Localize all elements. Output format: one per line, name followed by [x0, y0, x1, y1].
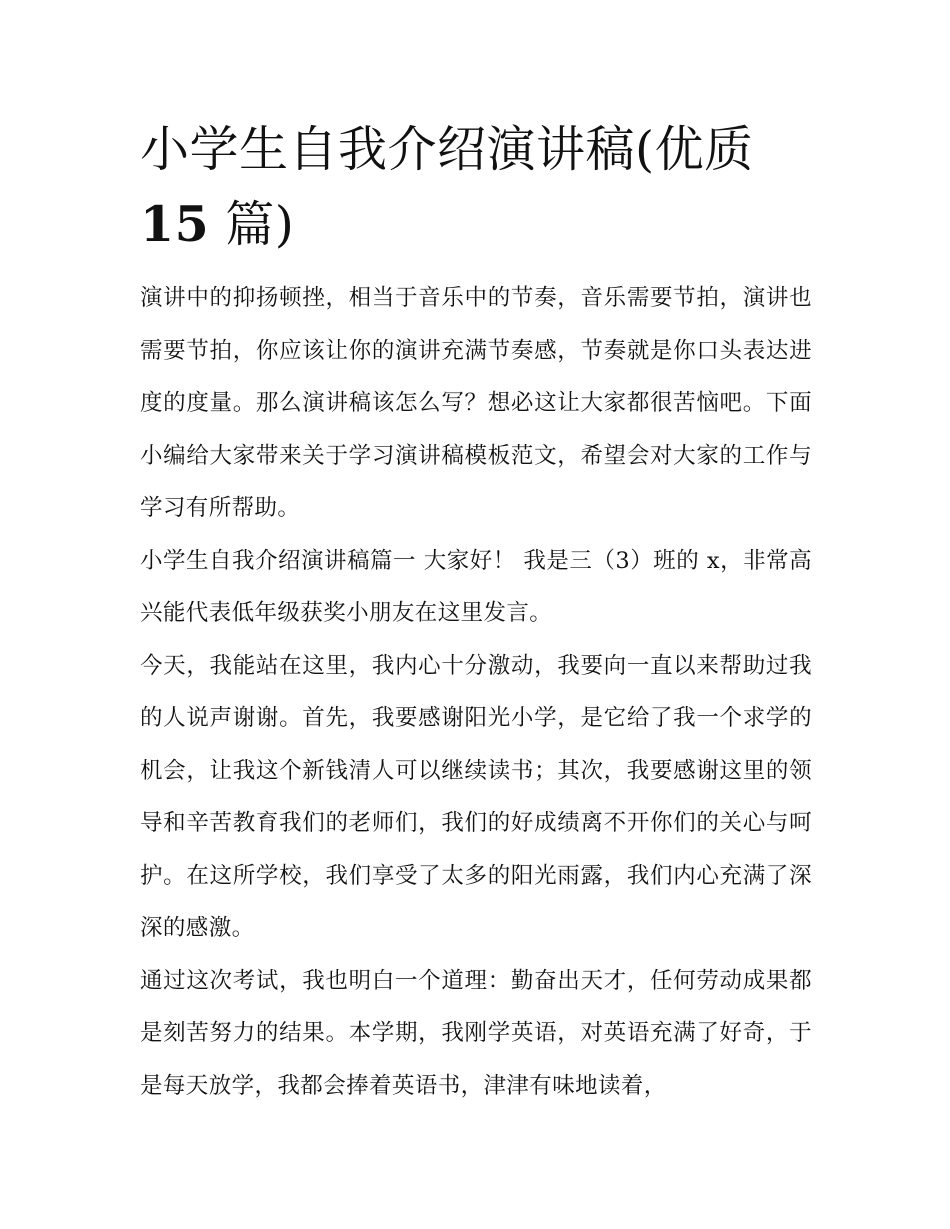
- title-line-1: 小学生自我介绍演讲稿(优质: [140, 121, 754, 178]
- title-line-2: [140, 187, 812, 262]
- title-suffix: 篇): [209, 196, 295, 253]
- document-title: [140, 112, 812, 262]
- title-number: 15: [140, 195, 210, 253]
- paragraph-thanks: 今天，我能站在这里，我内心十分激动，我要向一直以来帮助过我的人说声谢谢。首先，我要感谢阳光小学，是它给了我一个求学的机会，让我这个新钱清人可以继续读书；其次，我要感谢这里的领导和辛苦教育我们的老师们，我们的好成绩离不开你们的关心与呵护。在这所学校，我们享受了太多的阳光雨露，我们内心充满了深深的感激。: [140, 652, 812, 941]
- document-content: [140, 112, 812, 1112]
- document-body: [140, 272, 812, 1112]
- paragraph-exam: 通过这次考试，我也明白一个道理：勤奋出天才，任何劳动成果都是刻苦努力的结果。本学期，我刚学英语，对英语充满了好奇，于是每天放学，我都会捧着英语书，津津有味地读着，: [140, 967, 812, 1099]
- paragraph-intro: 演讲中的抑扬顿挫，相当于音乐中的节奏，音乐需要节拍，演讲也需要节拍，你应该让你的演讲充满节奏感，节奏就是你口头表达进度的度量。那么演讲稿该怎么写？想必这让大家都很苦恼吧。下面小编给大家带来关于学习演讲稿模板范文，希望会对大家的工作与学习有所帮助。: [140, 285, 812, 521]
- paragraph-greeting: 小学生自我介绍演讲稿篇一 大家好！ 我是三（3）班的 x，非常高兴能代表低年级获奖小朋友在这里发言。: [140, 547, 812, 626]
